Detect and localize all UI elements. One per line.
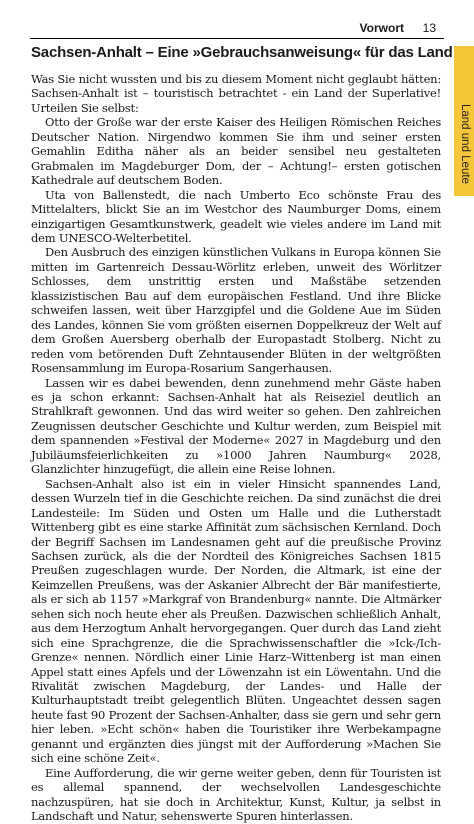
running-title: Vorwort [359, 21, 404, 35]
header-rule [30, 38, 444, 39]
paragraph: Den Ausbruch des einzigen künstlichen Vulkans in Europa können Sie mitten im Gartenreich Dessau-Wörlitz erleben, unweit des Wörlitzer Schlosses, dem unstrittig ersten und Maßstäbe setzenden klassizistischen Bau auf dem europäischen Festland. Und ihre Blicke schweifen lassen, weit über Harzgipfel und die Goldene Aue im Süden des Landes, können Sie vom größten eisernen Doppelkreuz der Welt auf dem Großen Auersberg oberhalb der Europastadt Stolberg. Nicht zu reden vom betörenden Duft Zehntausender Blüten in der weltgrößten Rosensammlung im Europa-Rosarium Sangerhausen. [31, 245, 441, 376]
article-title: Sachsen-Anhalt – Eine »Gebrauchsanweisung« für das Land [31, 44, 453, 61]
paragraph: Sachsen-Anhalt also ist ein in vieler Hinsicht spannendes Land, dessen Wurzeln tief in die Geschichte reichen. Da sind zunächst die drei Landesteile: Im Süden und Osten um Halle und die Lutherstadt Wittenberg gibt es eine starke Affinität zum sächsischen Kernland. Doch der Begriff Sachsen im Landesnamen geht auf die preußische Provinz Sachsen zurück, als die der Nordteil des Königreiches Sachsen 1815 Preußen zugeschlagen wurde. Der Norden, die Altmark, ist eine der Keimzellen Preußens, was der Askanier Albrecht der Bär manifestierte, als er sich ab 1157 »Markgraf von Brandenburg« nannte. Die Altmärker sehen sich noch heute eher als Preußen. Dazwischen schließlich Anhalt, aus dem Herzogtum Anhalt hervorgegangen. Quer durch das Land zieht sich eine Sprachgrenze, die die Sprachwissenschaftler die »Ick-/Ich-Grenze« nennen. Nördlich einer Linie Harz–Wittenberg ist man einen Appel statt eines Apfels und der Löwenzahn ist ein Löwentahn. Und die Rivalität zwischen Magdeburg, der Landes- und Halle der Kulturhauptstadt treibt gelegentlich Blüten. Ungeachtet dessen sagen heute fast 90 Prozent der Sachsen-Anhalter, dass sie gern und sehr gern hier leben. »Echt schön« haben die Touristiker ihre Werbekampagne genannt und ergänzten dies jüngst mit der Aufforderung »Machen Sie sich eine schöne Zeit«. [31, 476, 441, 766]
paragraph: Otto der Große war der erste Kaiser des Heiligen Römischen Reiches Deutscher Nation. Nirgendwo kommen Sie ihm und seiner ersten Gemahlin Editha näher als an beider sensibel neu gestalteten Grabmalen im Magdeburger Dom, der – Achtung!– ersten gotischen Kathedrale auf deutschem Boden. [31, 115, 441, 188]
paragraph: Eine Aufforderung, die wir gerne weiter geben, denn für Touristen ist es allemal spannend, der wechselvollen Landesgeschichte nachzuspüren, hat sie doch in Architektur, Kunst, Kultur, ja selbst in Landschaft und Natur, sehenswerte Spuren hinterlassen. [31, 765, 441, 824]
paragraph: Lassen wir es dabei bewenden, denn zunehmend mehr Gäste haben es ja schon erkannt: Sachsen-Anhalt hat als Reiseziel deutlich an Strahlkraft gewonnen. Und das wird weiter so gehen. Den zahlreichen Zeugnissen deutscher Geschichte und Kultur werden, zum Beispiel mit dem spannenden »Festival der Moderne« 2027 in Magdeburg und den Jubiläumsfeierlichkeiten zu »1000 Jahren Naumburg« 2028, Glanzlichter hinzugefügt, die allein eine Reise lohnen. [31, 375, 441, 477]
chapter-tab-label: Land und Leute [459, 104, 471, 184]
article-body [31, 72, 441, 824]
paragraph: Was Sie nicht wussten und bis zu diesem Moment nicht geglaubt hätten: Sachsen-Anhalt ist – touristisch betrachtet - ein Land der Superlative! Urteilen Sie selbst: [31, 72, 441, 115]
page-number: 13 [422, 21, 436, 35]
paragraph: Uta von Ballenstedt, die nach Umberto Eco schönste Frau des Mittelalters, blickt Sie an im Westchor des Naumburger Doms, einem einzigartigen Gesamtkunstwerk, geadelt wie vieles andere im Land mit dem UNESCO-Welterbetitel. [31, 187, 441, 245]
page-header [30, 18, 444, 40]
